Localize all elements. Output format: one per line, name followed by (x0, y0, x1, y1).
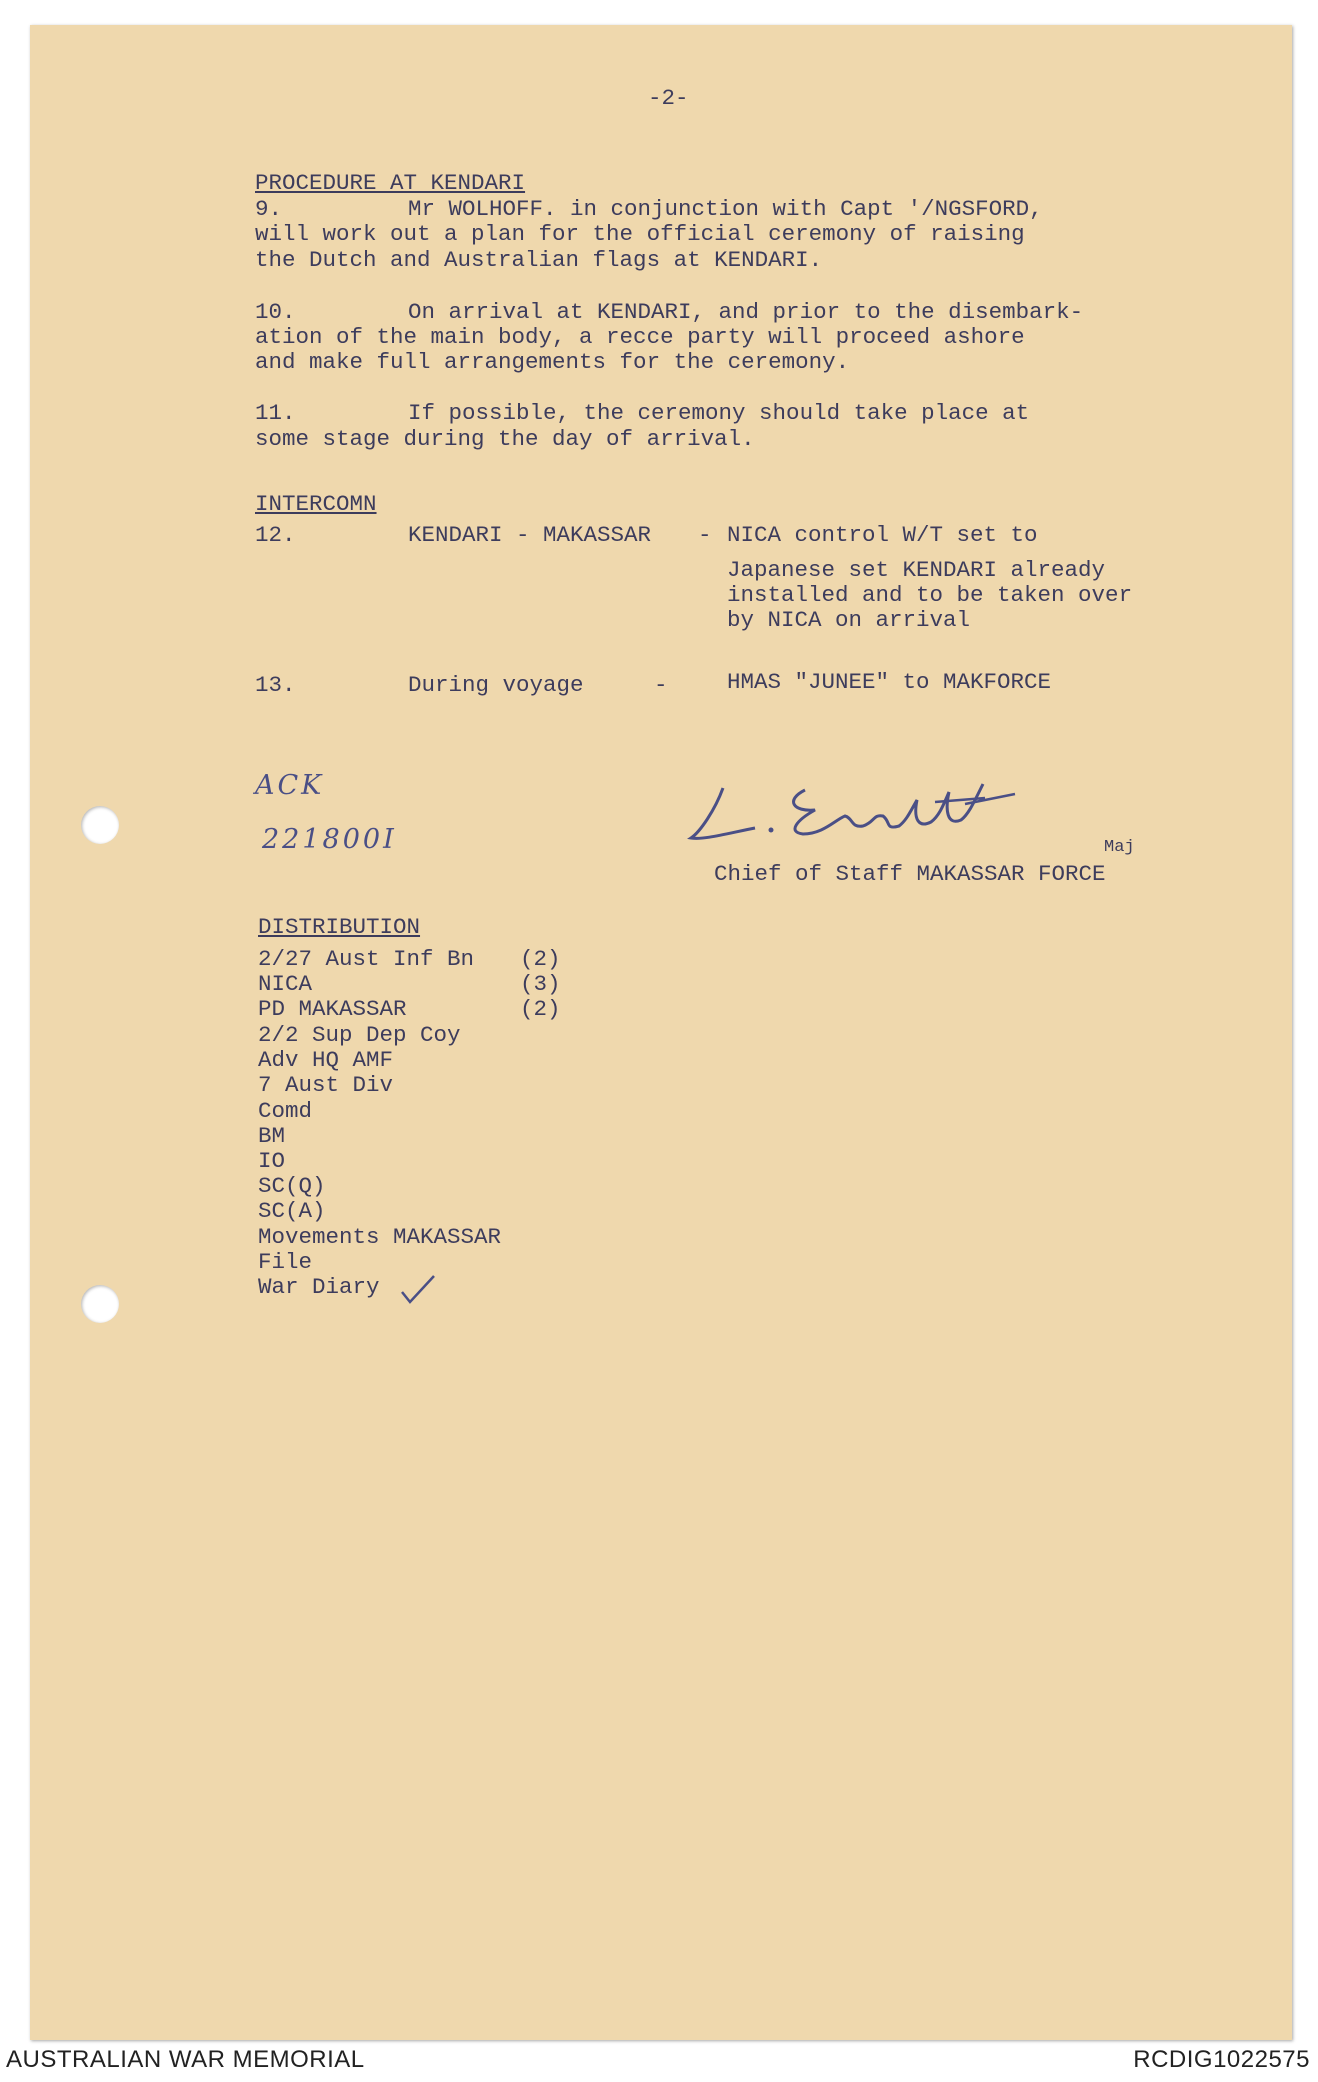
signer-rank: Maj (1104, 838, 1135, 857)
distribution-item: PD MAKASSAR (258, 996, 407, 1022)
handwritten-ack: ACK (255, 770, 325, 801)
section-heading-intercomn: INTERCOMN (255, 491, 377, 517)
distribution-item: Comd (258, 1098, 313, 1124)
section-heading-procedure: PROCEDURE AT KENDARI (255, 170, 526, 196)
distribution-count: (2) (520, 946, 561, 972)
distribution-item: IO (258, 1148, 286, 1174)
punch-hole-upper (81, 806, 119, 844)
checkmark-icon (398, 1272, 438, 1308)
distribution-item: BM (258, 1123, 286, 1149)
distribution-item: Movements MAKASSAR (258, 1224, 502, 1250)
comms-text: HMAS "JUNEE" to MAKFORCE (727, 669, 1052, 695)
paragraph-number: 11. (255, 400, 296, 426)
comms-text: installed and to be taken over (727, 582, 1133, 608)
footer-archive-name: AUSTRALIAN WAR MEMORIAL (6, 2046, 365, 2073)
distribution-item: 2/2 Sup Dep Coy (258, 1022, 461, 1048)
comms-dash: - (698, 522, 712, 548)
paragraph-number: 13. (255, 672, 296, 698)
paragraph-number: 12. (255, 522, 296, 548)
distribution-count: (2) (520, 996, 561, 1022)
signer-title: Chief of Staff MAKASSAR FORCE (714, 861, 1106, 887)
distribution-item: NICA (258, 971, 313, 997)
distribution-item: War Diary (258, 1274, 380, 1300)
paragraph-text: Mr WOLHOFF. in conjunction with Capt '/NGSFORD, (408, 196, 1043, 222)
paragraph-number: 10. (255, 299, 296, 325)
comms-text: by NICA on arrival (727, 607, 971, 633)
paragraph-text: On arrival at KENDARI, and prior to the disembark- (408, 299, 1084, 325)
distribution-item: SC(Q) (258, 1173, 326, 1199)
comms-dash: - (654, 672, 668, 698)
handwritten-dtg: 221800I (262, 824, 397, 855)
paragraph-text: If possible, the ceremony should take place at (408, 400, 1030, 426)
paragraph-text: some stage during the day of arrival. (255, 426, 755, 452)
distribution-item: 2/27 Aust Inf Bn (258, 946, 475, 972)
paragraph-text: will work out a plan for the official ceremony of raising (255, 221, 1025, 247)
comms-text: NICA control W/T set to (727, 522, 1038, 548)
distribution-item: 7 Aust Div (258, 1072, 394, 1098)
paragraph-text: ation of the main body, a recce party will proceed ashore (255, 324, 1025, 350)
section-heading-distribution: DISTRIBUTION (258, 914, 421, 940)
distribution-count: (3) (520, 971, 561, 997)
paragraph-number: 9. (255, 196, 283, 222)
comms-text: Japanese set KENDARI already (727, 557, 1106, 583)
comms-route: During voyage (408, 672, 584, 698)
footer-record-id: RCDIG1022575 (1133, 2046, 1310, 2073)
distribution-item: File (258, 1249, 313, 1275)
distribution-item: Adv HQ AMF (258, 1047, 394, 1073)
distribution-item: SC(A) (258, 1198, 326, 1224)
page-number: -2- (648, 85, 689, 111)
signature-image (685, 770, 1065, 850)
comms-route: KENDARI - MAKASSAR (408, 522, 652, 548)
paragraph-text: the Dutch and Australian flags at KENDARI. (255, 247, 823, 273)
punch-hole-lower (81, 1285, 119, 1323)
paragraph-text: and make full arrangements for the ceremony. (255, 349, 850, 375)
